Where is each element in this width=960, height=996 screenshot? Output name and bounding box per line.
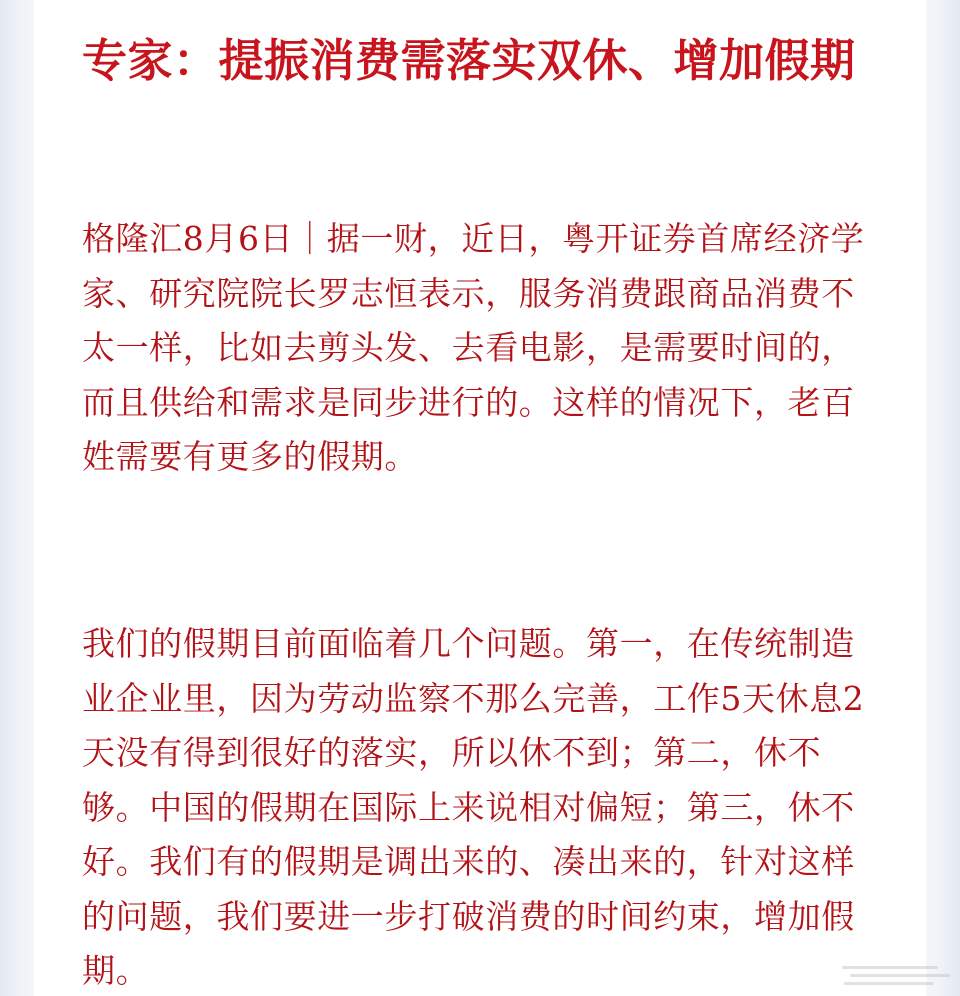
watermark-lines-icon	[842, 964, 952, 986]
article-paragraph-1: 格隆汇8月6日｜据一财，近日，粤开证券首席经济学家、研究院院长罗志恒表示，服务消费跟商品消费不太一样，比如去剪头发、去看电影，是需要时间的，而且供给和需求是同步进行的。这样的情况下，老百姓需要有更多的假期。	[82, 219, 865, 476]
article-title: 专家：提振消费需落实双休、增加假期	[82, 34, 856, 87]
article-card	[34, 0, 926, 996]
article-paragraph-2: 我们的假期目前面临着几个问题。第一，在传统制造业企业里，因为劳动监察不那么完善，工作5天休息2天没有得到很好的落实，所以休不到；第二，休不够。中国的假期在国际上来说相对偏短；第三，休不好。我们有的假期是调出来的、凑出来的，针对这样的问题，我们要进一步打破消费的时间约束，增加假期。	[82, 624, 865, 990]
